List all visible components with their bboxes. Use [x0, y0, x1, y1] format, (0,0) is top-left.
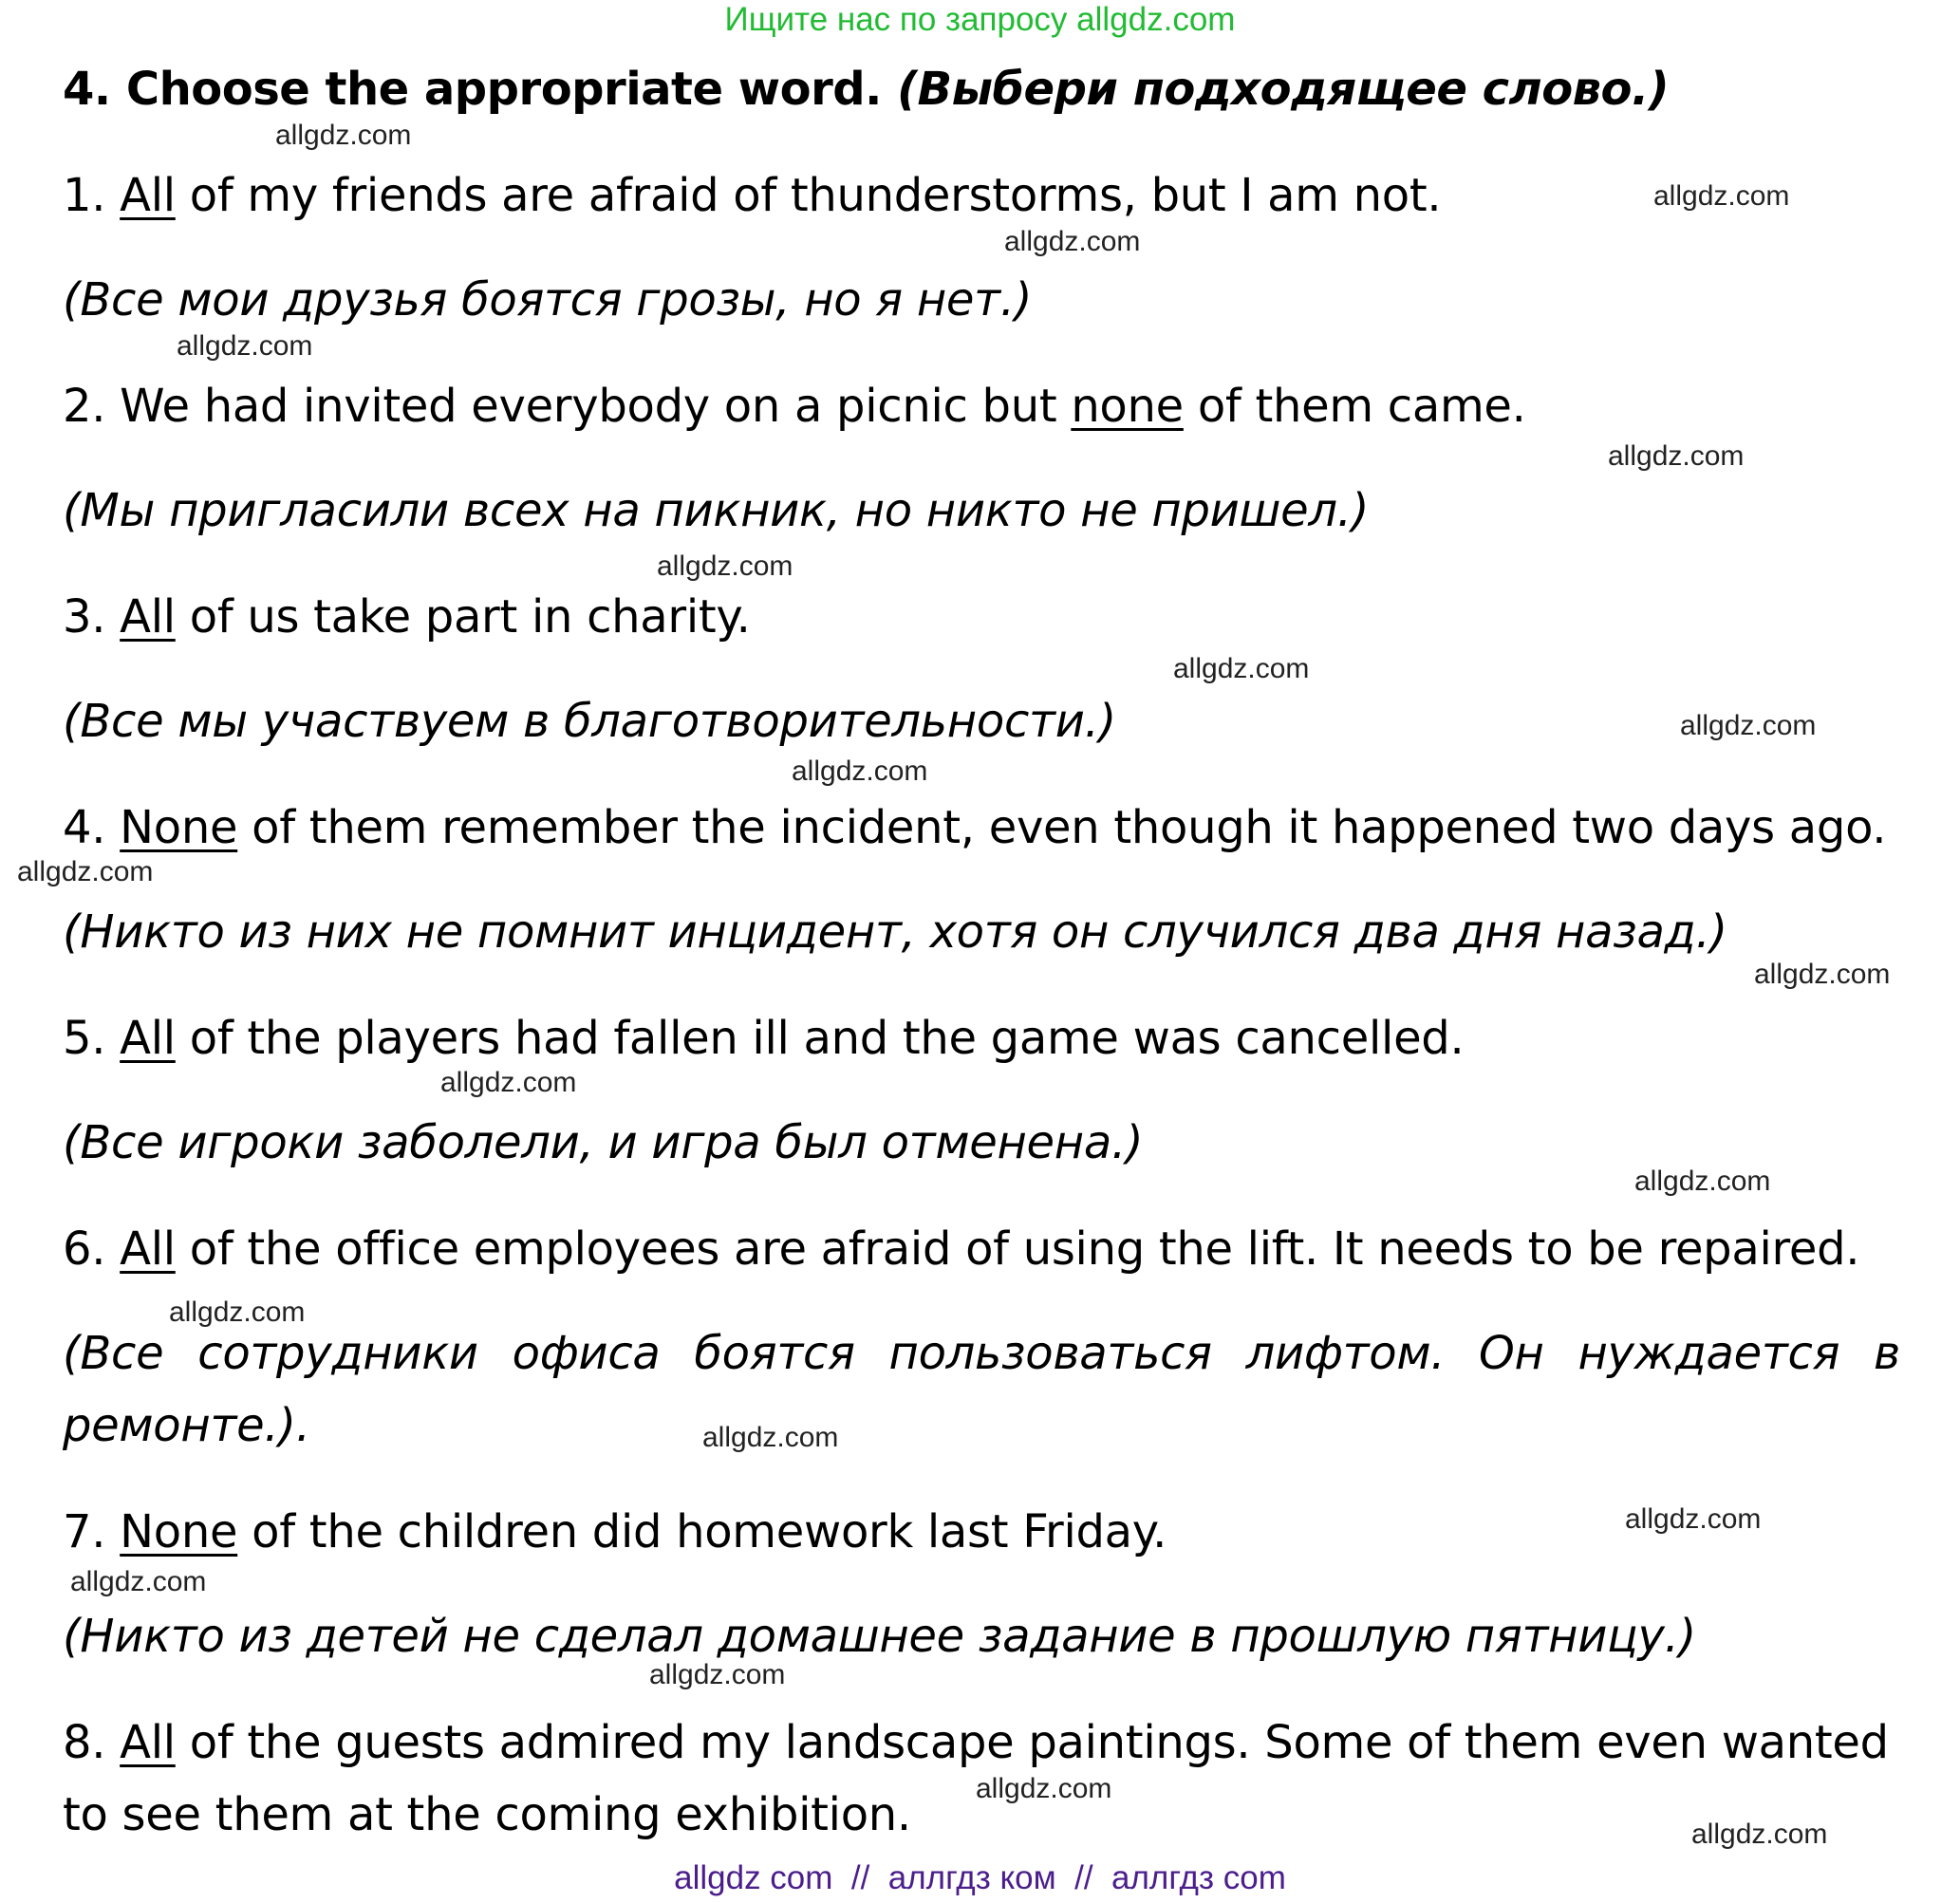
task-title-ru: (Выбери подходящее слово.) — [897, 63, 1670, 116]
header-search-note: Ищите нас по запросу allgdz.com — [724, 1, 1236, 38]
watermark: allgdz.com — [440, 1067, 577, 1098]
answer-word: All — [120, 1222, 176, 1276]
sentence-1 — [63, 167, 1441, 224]
watermark: allgdz.com — [169, 1297, 306, 1328]
answer-word: none — [1071, 380, 1184, 433]
sentence-6 — [63, 1221, 1859, 1278]
watermark: allgdz.com — [275, 120, 412, 151]
item-number: 1. — [63, 169, 106, 222]
sentence-text: of the office employees are afraid of using the lift. It needs to be repaired. — [189, 1222, 1860, 1276]
watermark: allgdz.com — [1625, 1503, 1762, 1535]
watermark: allgdz.com — [1691, 1819, 1828, 1850]
watermark: allgdz.com — [70, 1566, 207, 1597]
watermark: allgdz.com — [792, 756, 928, 787]
watermark: allgdz.com — [702, 1422, 839, 1453]
sentence-4 — [63, 799, 1886, 856]
footer-note: allgdz com // аллгдз ком // аллгдз com — [674, 1859, 1286, 1896]
task-title — [63, 61, 1669, 118]
sentence-text: of my friends are afraid of thunderstorms, but I am not. — [189, 169, 1442, 222]
watermark: allgdz.com — [1634, 1166, 1771, 1197]
translation-6-line-2: ремонте.). — [63, 1399, 310, 1452]
sentence-text: of the guests admired my landscape paintings. Some of them even wanted — [189, 1716, 1889, 1769]
item-number: 6. — [63, 1222, 106, 1276]
sentence-text: of the players had fallen ill and the game was cancelled. — [189, 1012, 1465, 1065]
answer-word: All — [120, 169, 176, 222]
watermark: allgdz.com — [1680, 710, 1817, 741]
sentence-text: of us take part in charity. — [189, 590, 751, 644]
answer-word: None — [120, 801, 238, 854]
watermark: allgdz.com — [1653, 180, 1790, 212]
watermark: allgdz.com — [1173, 653, 1310, 684]
watermark: allgdz.com — [649, 1659, 786, 1690]
item-number: 3. — [63, 590, 106, 644]
translation-3: (Все мы участвуем в благотворительности.) — [63, 695, 1116, 748]
translation-4: (Никто из них не помнит инцидент, хотя он случился два дня назад.) — [63, 905, 1727, 959]
translation-5: (Все игроки заболели, и игра был отменена.) — [63, 1116, 1144, 1169]
answer-word: All — [120, 1716, 176, 1769]
sentence-text: of them remember the incident, even though it happened two days ago. — [252, 801, 1887, 854]
watermark: allgdz.com — [177, 330, 313, 362]
sentence-7 — [63, 1503, 1167, 1560]
item-number: 4. — [63, 801, 106, 854]
sentence-text: of them came. — [1197, 380, 1526, 433]
item-number: 5. — [63, 1012, 106, 1065]
sentence-5 — [63, 1010, 1464, 1067]
watermark: allgdz.com — [657, 550, 793, 582]
sentence-text: of the children did homework last Friday. — [252, 1505, 1167, 1558]
sentence-2 — [63, 378, 1526, 435]
watermark: allgdz.com — [1608, 440, 1745, 472]
item-number: 7. — [63, 1505, 106, 1558]
watermark: allgdz.com — [1754, 959, 1891, 990]
watermark: allgdz.com — [1004, 226, 1141, 257]
translation-7: (Никто из детей не сделал домашнее задание в прошлую пятницу.) — [63, 1610, 1696, 1663]
answer-word: All — [120, 590, 176, 644]
item-number: 8. — [63, 1716, 106, 1769]
translation-2: (Мы пригласили всех на пикник, но никто не пришел.) — [63, 484, 1370, 537]
translation-6-line-1: (Все сотрудники офиса боятся пользоваться лифтом. Он нуждается в — [63, 1327, 1900, 1380]
watermark: allgdz.com — [17, 856, 154, 887]
translation-1: (Все мои друзья боятся грозы, но я нет.) — [63, 273, 1033, 326]
sentence-8-line-2: to see them at the coming exhibition. — [63, 1788, 911, 1841]
watermark: allgdz.com — [976, 1773, 1112, 1804]
task-title-en: 4. Choose the appropriate word. — [63, 63, 882, 116]
sentence-8 — [63, 1714, 1889, 1771]
answer-word: All — [120, 1012, 176, 1065]
sentence-3 — [63, 588, 751, 645]
answer-word: None — [120, 1505, 238, 1558]
sentence-text: 2. We had invited everybody on a picnic but — [63, 380, 1057, 433]
